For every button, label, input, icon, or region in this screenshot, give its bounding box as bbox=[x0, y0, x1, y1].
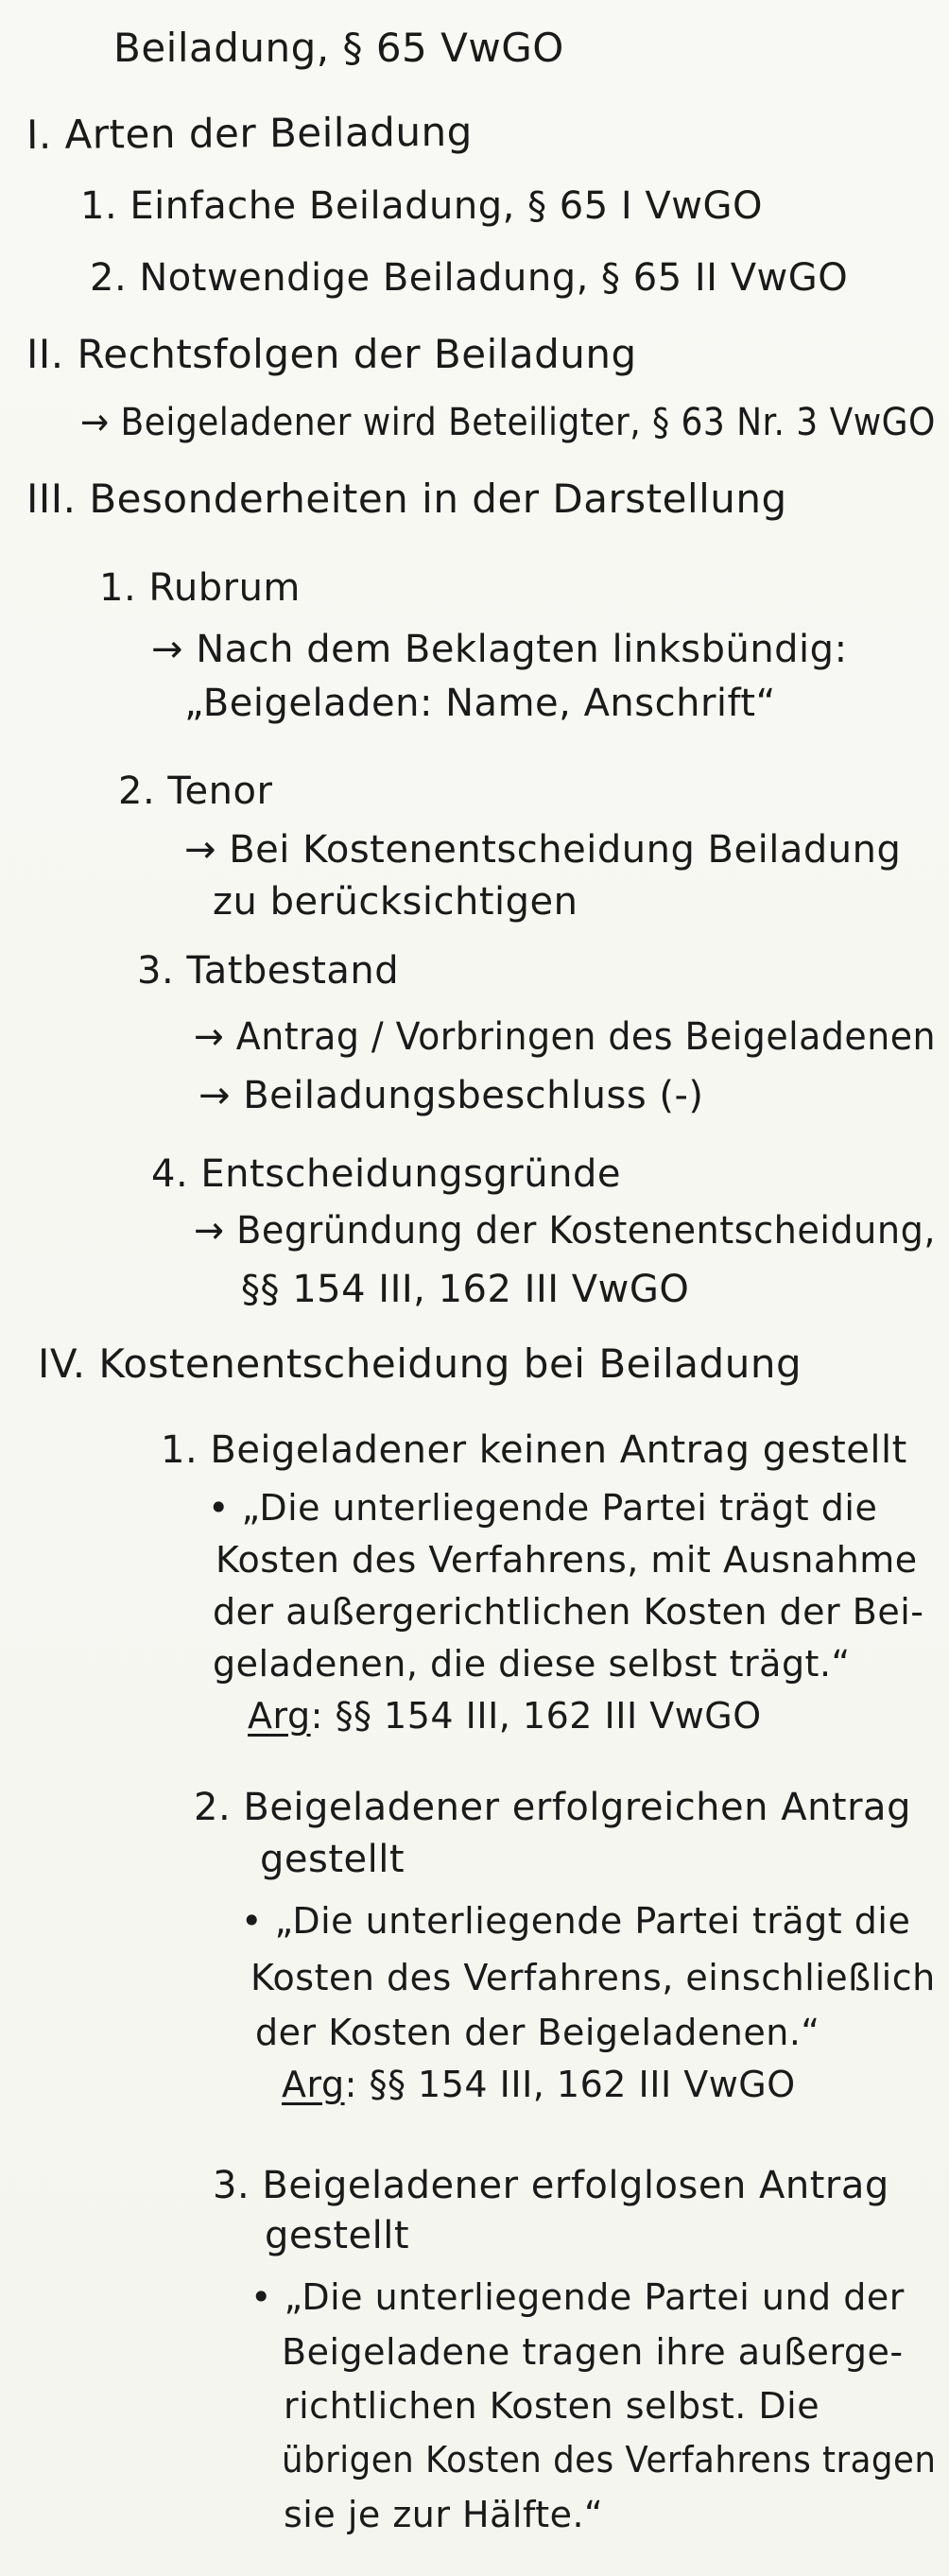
section-3-sub-4-line-2: §§ 154 III, 162 III VwGO bbox=[241, 1268, 690, 1311]
section-2-item-1: → Beigeladener wird Beteiligter, § 63 Nr. 3 VwGO bbox=[80, 401, 936, 444]
section-1-item-1: 1. Einfache Beiladung, § 65 I VwGO bbox=[80, 184, 763, 228]
section-4-sub-3-line-4: übrigen Kosten des Verfahrens tragen bbox=[282, 2439, 937, 2481]
section-3-sub-2-line-1: → Bei Kostenentscheidung Beiladung bbox=[184, 828, 902, 872]
section-4-sub-1-line-4: geladenen, die diese selbst trägt.“ bbox=[213, 1643, 851, 1685]
section-heading-4: IV. Kostenentscheidung bei Beiladung bbox=[38, 1340, 802, 1387]
section-3-sub-3-label: 3. Tatbestand bbox=[137, 949, 400, 993]
section-3-sub-2-label: 2. Tenor bbox=[118, 769, 273, 813]
section-4-sub-2-label-line-1: 2. Beigeladener erfolgreichen Antrag bbox=[194, 1786, 911, 1829]
arg-text: : §§ 154 III, 162 III VwGO bbox=[344, 2064, 796, 2105]
section-4-sub-1-line-2: Kosten des Verfahrens, mit Ausnahme bbox=[216, 1539, 918, 1581]
arg-label: Arg bbox=[248, 1695, 311, 1737]
section-4-sub-1-line-1: • „Die unterliegende Partei trägt die bbox=[208, 1487, 878, 1529]
section-4-sub-3-line-2: Beigeladene tragen ihre außerge- bbox=[282, 2331, 904, 2373]
arg-text: : §§ 154 III, 162 III VwGO bbox=[310, 1695, 762, 1737]
section-heading-2: II. Rechtsfolgen der Beiladung bbox=[26, 331, 637, 377]
section-4-sub-1-line-3: der außergerichtlichen Kosten der Bei- bbox=[213, 1591, 924, 1633]
section-4-sub-3-line-3: richtlichen Kosten selbst. Die bbox=[284, 2385, 820, 2427]
section-4-sub-3-line-5: sie je zur Hälfte.“ bbox=[284, 2494, 604, 2535]
section-4-sub-2-line-3: der Kosten der Beigeladenen.“ bbox=[255, 2012, 820, 2053]
section-4-sub-2-line-1: • „Die unterliegende Partei trägt die bbox=[241, 1900, 911, 1942]
section-heading-3: III. Besonderheiten in der Darstellung bbox=[26, 475, 787, 522]
section-4-sub-2-label-line-2: gestellt bbox=[260, 1838, 405, 1881]
section-1-item-2: 2. Notwendige Beiladung, § 65 II VwGO bbox=[90, 256, 849, 300]
section-4-sub-3-label-line-2: gestellt bbox=[265, 2214, 410, 2257]
section-3-sub-1-line-1: → Nach dem Beklagten linksbündig: bbox=[151, 628, 848, 671]
section-heading-1: I. Arten der Beiladung bbox=[26, 108, 473, 158]
section-4-sub-2-arg bbox=[282, 2066, 796, 2105]
section-3-sub-3-line-2: → Beiladungsbeschluss (-) bbox=[198, 1074, 704, 1117]
section-4-sub-1-arg bbox=[248, 1697, 762, 1737]
arg-label: Arg bbox=[282, 2064, 345, 2105]
section-3-sub-1-line-2: „Beigeladen: Name, Anschrift“ bbox=[184, 682, 776, 725]
section-3-sub-1-label: 1. Rubrum bbox=[99, 566, 301, 610]
section-4-sub-3-label-line-1: 3. Beigeladener erfolglosen Antrag bbox=[213, 2164, 889, 2207]
section-3-sub-2-line-2: zu berücksichtigen bbox=[213, 880, 578, 924]
section-3-sub-4-line-1: → Begründung der Kostenentscheidung, bbox=[194, 1209, 936, 1253]
section-4-sub-1-label: 1. Beigeladener keinen Antrag gestellt bbox=[161, 1428, 907, 1472]
section-4-sub-2-line-2: Kosten des Verfahrens, einschließlich bbox=[250, 1957, 936, 1998]
section-4-sub-3-line-1: • „Die unterliegende Partei und der bbox=[250, 2276, 905, 2318]
section-3-sub-4-label: 4. Entscheidungsgründe bbox=[151, 1152, 621, 1196]
page-title: Beiladung, § 65 VwGO bbox=[113, 25, 564, 71]
section-3-sub-3-line-1: → Antrag / Vorbringen des Beigeladenen bbox=[194, 1015, 937, 1059]
